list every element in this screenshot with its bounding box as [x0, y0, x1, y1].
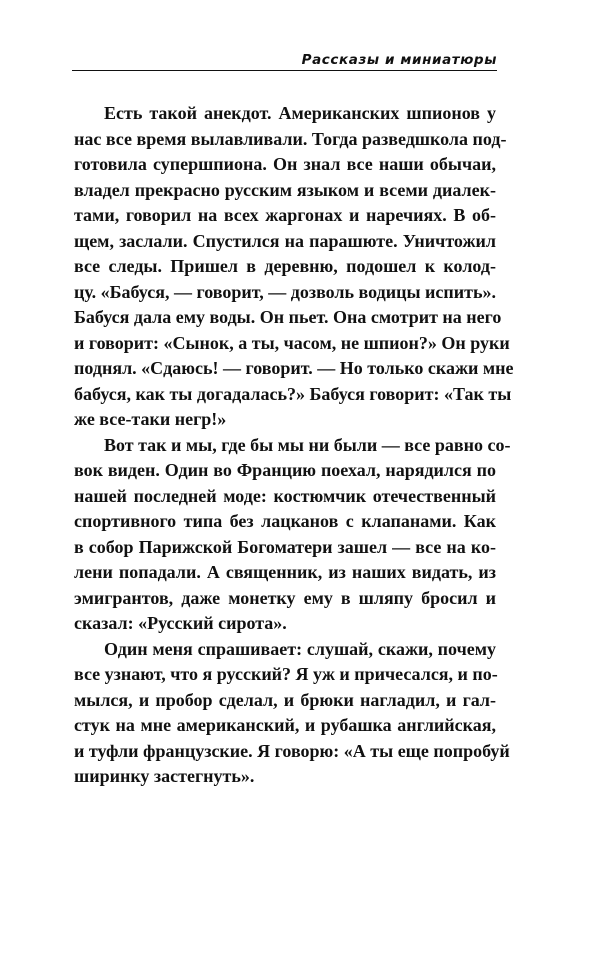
text-line: и говорит: «Сынок, а ты, часом, не шпион?» Он руки: [74, 332, 510, 353]
text-line: нас все время вылавливали. Тогда разведшкола под-: [74, 128, 507, 149]
text-line: спортивного типа без лацканов с клапанами. Как: [74, 511, 496, 531]
text-line: поднял. «Сдаюсь! — говорит. — Но только скажи мне: [74, 358, 514, 378]
running-head: Рассказы и миниатюры: [301, 52, 497, 68]
text-line: Один меня спрашивает: слушай, скажи, почему: [104, 638, 496, 659]
text-line: бабуся, как ты догадалась?» Бабуся говорит: «Так ты: [74, 383, 512, 404]
header-rule: [72, 70, 497, 71]
text-line: эмигрантов, даже монетку ему в шляпу бросил и: [74, 587, 496, 608]
text-line: же все-таки негр!»: [74, 409, 227, 429]
text-line: тами, говорил на всех жаргонах и наречиях. В об-: [74, 205, 496, 225]
paragraph-1: [74, 101, 514, 433]
text-line: Вот так и мы, где бы мы ни были — все равно со-: [104, 434, 511, 455]
text-line: все узнают, что я русский? Я уж и причесался, и по-: [74, 664, 498, 684]
text-line: сказал: «Русский сирота».: [74, 613, 287, 633]
text-line: щем, заслали. Спустился на парашюте. Уничтожил: [74, 230, 496, 251]
page-body: [74, 101, 514, 790]
text-line: Бабуся дала ему воды. Он пьет. Она смотрит на него: [74, 307, 502, 327]
text-line: и туфли французские. Я говорю: «А ты еще попробуй: [74, 740, 510, 761]
text-line: нашей последней моде: костюмчик отечественный: [74, 485, 496, 506]
text-line: все следы. Пришел в деревню, подошел к колод-: [74, 256, 496, 276]
text-line: вок виден. Один во Францию поехал, нарядился по: [74, 460, 496, 480]
text-line: владел прекрасно русским языком и всеми диалек-: [74, 179, 496, 200]
text-line: ширинку застегнуть».: [74, 766, 255, 786]
text-line: готовила супершпиона. Он знал все наши обычаи,: [74, 154, 496, 174]
text-line: мылся, и пробор сделал, и брюки нагладил, и гал-: [74, 689, 496, 710]
text-line: цу. «Бабуся, — говорит, — дозволь водицы испить».: [74, 281, 496, 302]
text-line: лени попадали. А священник, из наших видать, из: [74, 562, 496, 582]
text-line: в собор Парижской Богоматери зашел — все на ко-: [74, 536, 496, 557]
paragraph-2: [74, 433, 511, 637]
text-line: Есть такой анекдот. Американских шпионов у: [104, 103, 496, 123]
paragraph-3: [74, 637, 510, 790]
text-line: стук на мне американский, и рубашка английская,: [74, 715, 496, 735]
